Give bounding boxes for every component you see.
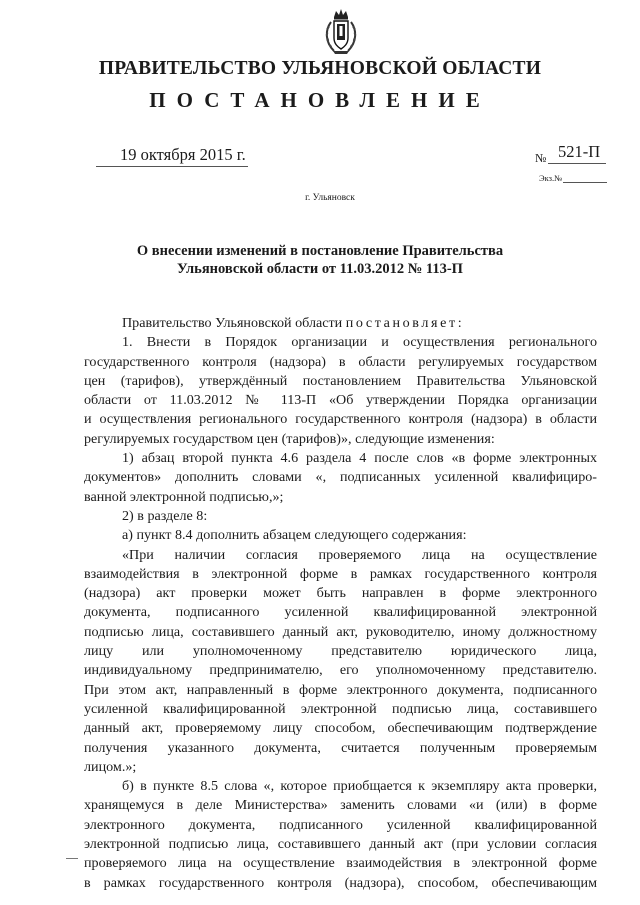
paragraph-1 xyxy=(84,333,597,449)
text-line: «При наличии согласия проверяемого лица на осуществление xyxy=(122,546,597,563)
margin-mark xyxy=(66,858,78,859)
text-line: ванной электронной подписью,»; xyxy=(84,488,284,505)
text-line: регулируемых государством цен (тарифов)», следующие изменения: xyxy=(84,430,495,447)
text-line: индивидуальному предпринимателю, его уполномоченному представителю. xyxy=(84,662,597,679)
text-line: 1. Внести в Порядок организации и осуществления регионального xyxy=(122,334,597,351)
paragraph-6 xyxy=(84,777,597,893)
text-line: государственного контроля (надзора) в области регулируемых государством xyxy=(84,353,597,370)
text-line: подписью лица, составившего данный акт, руководителю, иному должностному xyxy=(84,623,597,640)
text-line: данный акт, проверяемому лицу способом, обеспечивающим подтверждение xyxy=(84,720,597,737)
paragraph-3: 2) в разделе 8: xyxy=(122,507,208,524)
text-line: документа, подписанного усиленной квалифицированной электронной xyxy=(84,604,597,621)
subject-line: О внесении изменений в постановление Правительства xyxy=(136,243,504,259)
paragraph-4: а) пункт 8.4 дополнить абзацем следующего содержания: xyxy=(122,527,467,544)
subject-line: Ульяновской области от 11.03.2012 № 113-П xyxy=(177,261,463,277)
intro-end: : xyxy=(457,315,462,331)
document-subject xyxy=(0,242,640,278)
document-number: 521-П xyxy=(558,142,601,161)
text-line: и осуществления регионального государственного контроля (надзора) в области xyxy=(84,411,597,428)
document-date: 19 октября 2015 г. xyxy=(120,145,246,164)
intro-subject: Правительство Ульяновской области xyxy=(122,315,346,331)
city-name: г. Ульяновск xyxy=(305,193,355,203)
intro-paragraph xyxy=(84,314,597,333)
text-line: лицу или уполномоченному представителю юридического лица, xyxy=(84,643,597,660)
government-name: ПРАВИТЕЛЬСТВО УЛЬЯНОВСКОЙ ОБЛАСТИ xyxy=(98,58,542,79)
paragraph-2 xyxy=(84,449,597,507)
paragraph-5 xyxy=(84,546,597,778)
text-line: цен (тарифов), утверждённый постановлением Правительства Ульяновской xyxy=(84,372,597,389)
text-line: получения указанного документа, считается полученным проверяемым xyxy=(84,739,597,756)
text-line: документов» дополнить словами «, подписанных усиленной квалифициро- xyxy=(84,469,597,486)
text-line: электронного документа, подписанного усиленной квалифицированной xyxy=(84,816,597,833)
text-line: 1) абзац второй пункта 4.6 раздела 4 после слов «в форме электронных xyxy=(122,450,597,467)
text-line: области от 11.03.2012 № 113-П «Об утверждении Порядка организации xyxy=(84,392,597,409)
text-line: лицом.»; xyxy=(84,758,137,775)
document-type: ПОСТАНОВЛЕНИЕ xyxy=(149,88,491,112)
number-underline xyxy=(548,163,606,164)
copy-number-underline xyxy=(563,182,607,183)
text-line: взаимодействия в электронной форме в рамках государственного контроля xyxy=(84,565,597,582)
text-line: При этом акт, направленный в форме электронного документа, подписанного xyxy=(84,681,597,698)
intro-verb: постановляет xyxy=(345,315,458,331)
text-line: (надзора) акт проверки может быть направлен в форме электронного xyxy=(84,585,597,602)
document-body xyxy=(84,314,597,893)
text-line: в рамках государственного контроля (надзора), способом, обеспечивающим xyxy=(84,874,597,891)
copy-number-label: Экз.№ xyxy=(539,173,563,183)
number-sign: № xyxy=(535,151,547,165)
date-underline xyxy=(96,166,248,167)
text-line: электронной подписью лица, составившего данный акт (при условии согласия xyxy=(84,836,597,853)
text-line: проверяемого лица на осуществление взаимодействия в электронной форме xyxy=(84,855,597,872)
coat-of-arms-emblem xyxy=(322,8,360,56)
text-line: усиленной квалифицированной электронной подписью лица, составившего xyxy=(84,700,597,717)
text-line: хранящемуся в деле Министерства» заменить словами «и (или) в форме xyxy=(84,797,597,814)
text-line: б) в пункте 8.5 слова «, которое приобщается к экземпляру акта проверки, xyxy=(122,778,597,795)
